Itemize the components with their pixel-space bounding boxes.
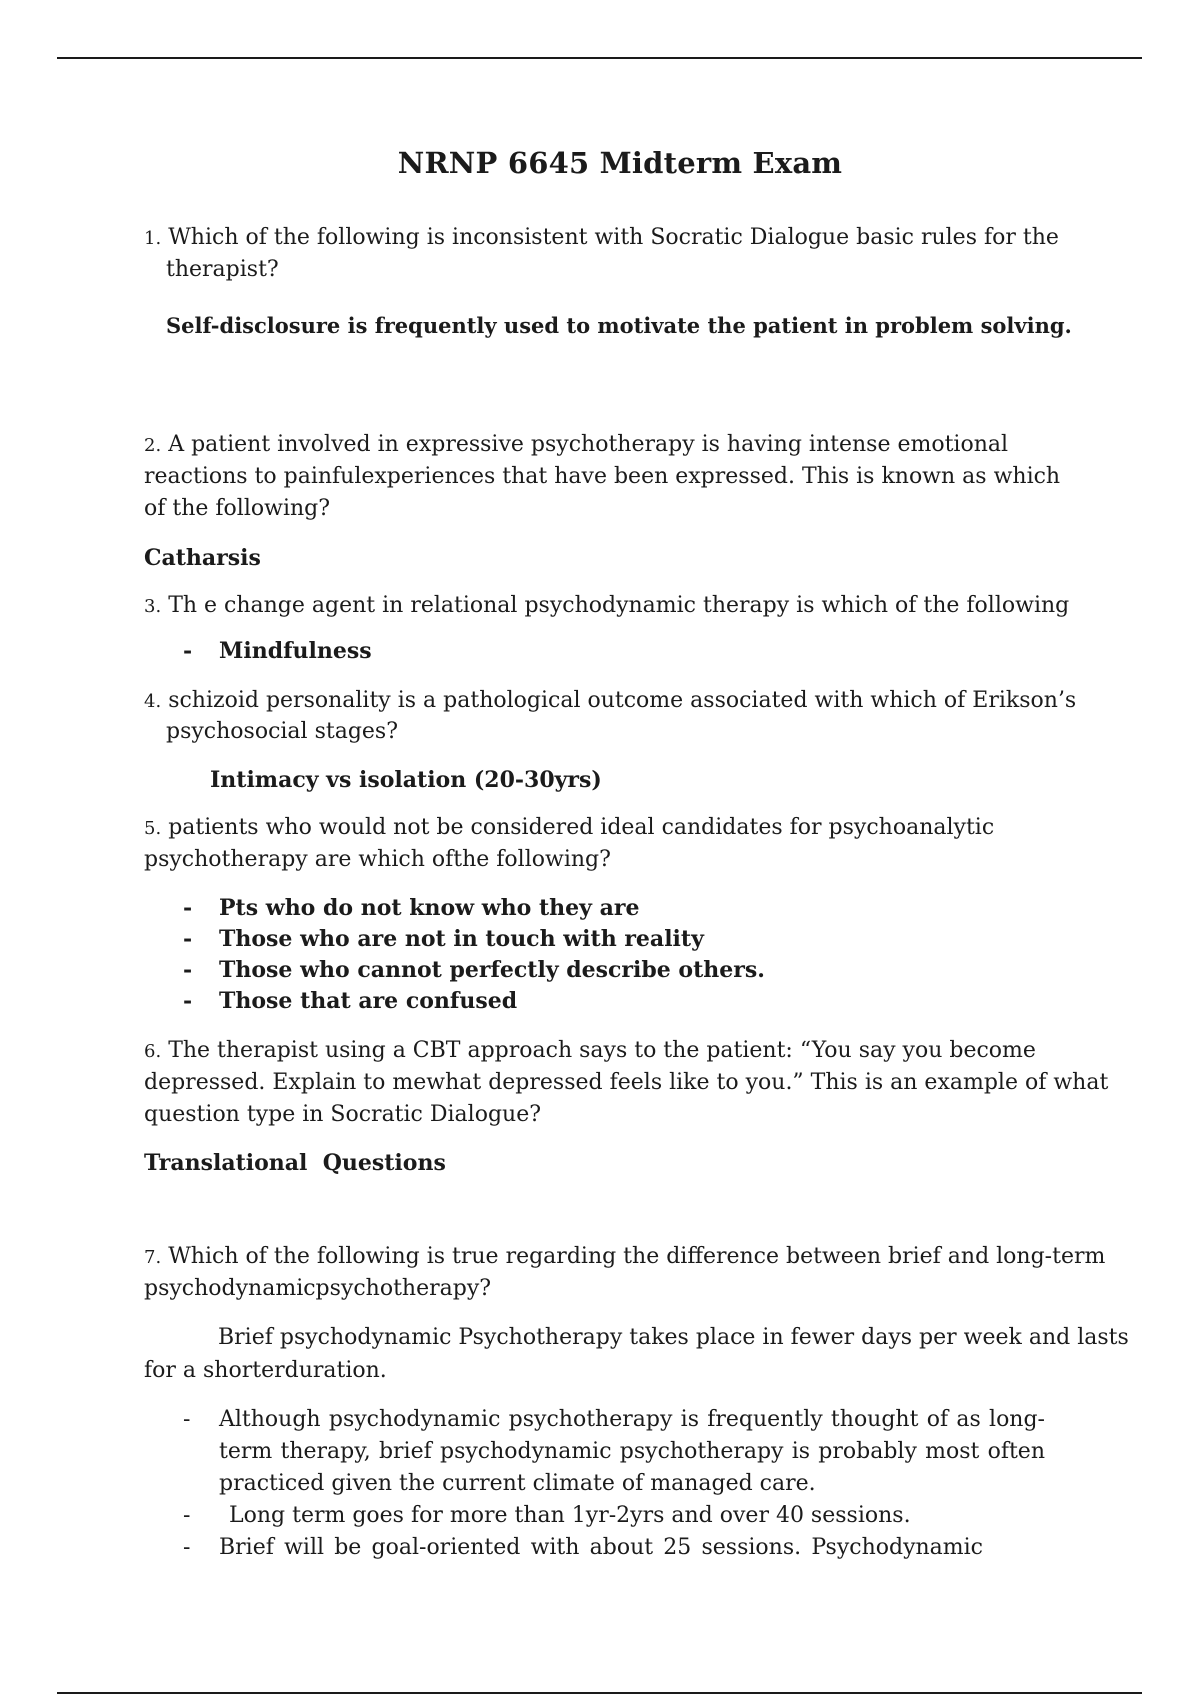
question-6 bbox=[144, 1035, 1036, 1068]
bullet-dash: - bbox=[183, 1535, 191, 1560]
question-number: 5. bbox=[144, 818, 162, 839]
question-text-line: The therapist using a CBT approach says to the patient: “You say you become bbox=[168, 1038, 1036, 1063]
question-number: 1. bbox=[144, 228, 162, 249]
question-number: 3. bbox=[144, 596, 162, 617]
bullet-dash: - bbox=[183, 926, 193, 952]
question-number: 2. bbox=[144, 435, 162, 456]
bullet-text: term therapy, brief psychodynamic psychotherapy is probably most often bbox=[219, 1439, 1045, 1464]
bullet-dash: - bbox=[183, 895, 193, 921]
question-5 bbox=[144, 812, 994, 845]
bullet-dash: - bbox=[183, 638, 193, 664]
question-7 bbox=[144, 1241, 1105, 1274]
bullet-text: Those who are not in touch with reality bbox=[219, 926, 704, 952]
question-text-line: of the following? bbox=[144, 496, 331, 521]
top-rule bbox=[57, 57, 1142, 59]
question-text-line: Th e change agent in relational psychodynamic therapy is which of the following bbox=[168, 593, 1070, 618]
question-4 bbox=[144, 685, 1076, 718]
question-3 bbox=[144, 590, 1069, 623]
bullet-text: Long term goes for more than 1yr-2yrs and over 40 sessions. bbox=[229, 1503, 911, 1528]
question-text-line: schizoid personality is a pathological outcome associated with which of Erikson’s bbox=[168, 688, 1077, 713]
question-text-line: Which of the following is inconsistent with Socratic Dialogue basic rules for the bbox=[168, 225, 1059, 250]
question-text-line: question type in Socratic Dialogue? bbox=[144, 1102, 542, 1127]
bullet-text: Although psychodynamic psychotherapy is frequently thought of as long- bbox=[219, 1407, 1045, 1432]
bullet-text: Those who cannot perfectly describe others. bbox=[219, 957, 765, 983]
question-text-line: patients who would not be considered ideal candidates for psychoanalytic bbox=[168, 815, 995, 840]
answer-4: Intimacy vs isolation (20-30yrs) bbox=[210, 767, 602, 793]
question-text-line: A patient involved in expressive psychotherapy is having intense emotional bbox=[168, 432, 1009, 457]
question-number: 6. bbox=[144, 1041, 162, 1062]
bullet-text: Brief will be goal-oriented with about 25 sessions. Psychodynamic bbox=[219, 1535, 983, 1560]
question-text-line: Which of the following is true regarding the difference between brief and long-term bbox=[168, 1244, 1106, 1269]
answer-6: Translational Questions bbox=[144, 1150, 446, 1176]
question-text-line: therapist? bbox=[166, 257, 279, 282]
question-number: 7. bbox=[144, 1247, 162, 1268]
bullet-text: Pts who do not know who they are bbox=[219, 895, 640, 921]
question-number: 4. bbox=[144, 691, 162, 712]
answer-7-line: for a shorterduration. bbox=[144, 1358, 387, 1383]
answer-2: Catharsis bbox=[144, 545, 261, 571]
question-text-line: psychotherapy are which ofthe following? bbox=[144, 847, 611, 872]
question-1 bbox=[144, 222, 1059, 255]
question-text-line: psychosocial stages? bbox=[166, 719, 399, 744]
bullet-dash: - bbox=[183, 1503, 191, 1528]
page-title: NRNP 6645 Midterm Exam bbox=[397, 146, 843, 180]
bullet-dash: - bbox=[183, 988, 193, 1014]
question-2 bbox=[144, 429, 1008, 462]
answer-7-line: Brief psychodynamic Psychotherapy takes place in fewer days per week and lasts bbox=[218, 1325, 1129, 1350]
bullet-dash: - bbox=[183, 957, 193, 983]
bullet-text: practiced given the current climate of managed care. bbox=[219, 1471, 816, 1496]
question-text-line: psychodynamicpsychotherapy? bbox=[144, 1276, 492, 1301]
answer-1: Self-disclosure is frequently used to motivate the patient in problem solving. bbox=[166, 313, 1072, 338]
question-text-line: depressed. Explain to mewhat depressed feels like to you.” This is an example of what bbox=[144, 1070, 1109, 1095]
bullet-dash: - bbox=[183, 1407, 191, 1432]
bullet-text: Mindfulness bbox=[219, 638, 372, 664]
bullet-text: Those that are confused bbox=[219, 988, 518, 1014]
bottom-rule bbox=[57, 1692, 1142, 1694]
question-text-line: reactions to painfulexperiences that have been expressed. This is known as which bbox=[144, 464, 1061, 489]
